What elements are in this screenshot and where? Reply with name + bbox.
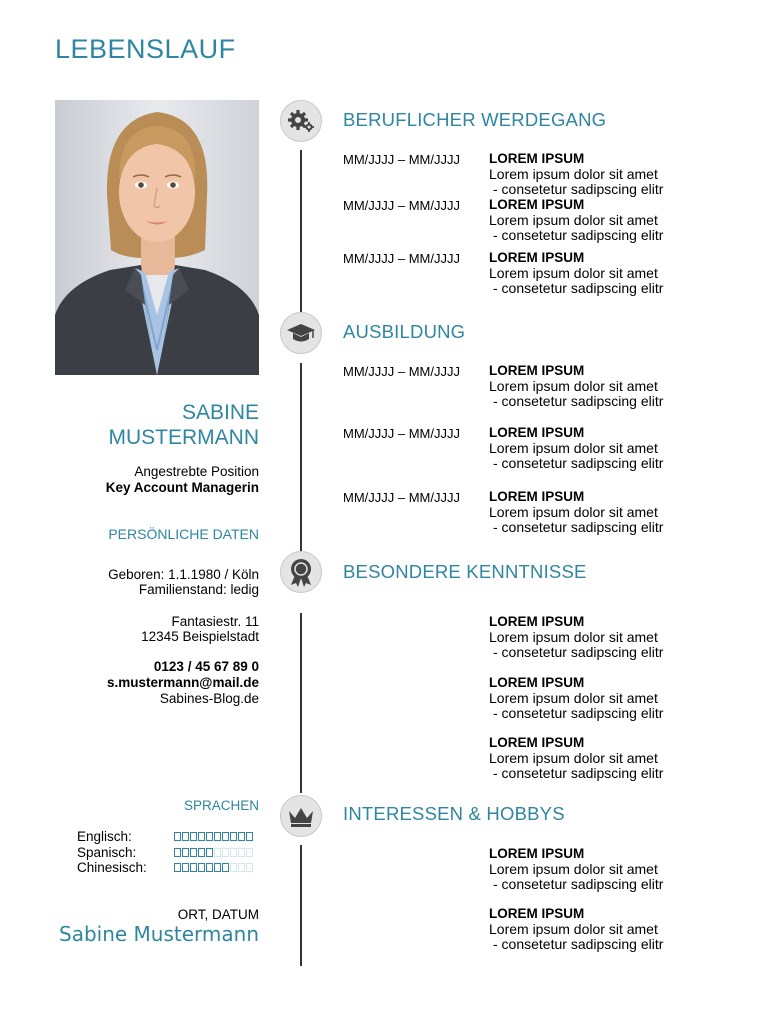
level-segment — [214, 863, 221, 872]
level-segment — [190, 832, 197, 841]
entry-line: Lorem ipsum dolor sit amet — [489, 165, 658, 182]
entry-line: Lorem ipsum dolor sit amet — [489, 503, 658, 520]
level-segment — [246, 832, 253, 841]
level-segment — [230, 863, 237, 872]
section-title-hobbies: INTERESSEN & HOBBYS — [343, 803, 565, 824]
entry-line: - consetetur sadipscing elitr — [493, 876, 664, 892]
education-entry — [489, 363, 663, 410]
level-segment — [190, 848, 197, 857]
entry-line: - consetetur sadipscing elitr — [493, 519, 664, 535]
entry-line: Lorem ipsum dolor sit amet — [489, 689, 658, 706]
level-segment — [206, 863, 213, 872]
address-street: Fantasiestr. 11 — [171, 614, 259, 629]
graduation-cap-icon — [280, 312, 322, 354]
entry-line: - consetetur sadipscing elitr — [493, 936, 664, 952]
entry-head: LOREM IPSUM — [489, 735, 585, 750]
language-level-bar — [174, 848, 259, 859]
language-level-bar — [174, 863, 259, 874]
email-address: s.mustermann@mail.de — [107, 675, 259, 690]
entry-date: MM/JJJJ – MM/JJJJ — [343, 152, 460, 167]
entry-head: LOREM IPSUM — [489, 197, 585, 212]
blog-url: Sabines-Blog.de — [159, 691, 259, 706]
entry-line: Lorem ipsum dolor sit amet — [489, 439, 658, 456]
entry-date: MM/JJJJ – MM/JJJJ — [343, 490, 460, 505]
entry-line: Lorem ipsum dolor sit amet — [489, 211, 658, 228]
entry-head: LOREM IPSUM — [489, 906, 585, 921]
personal-data-heading: PERSÖNLICHE DATEN — [108, 526, 259, 542]
entry-line: Lorem ipsum dolor sit amet — [489, 377, 658, 394]
section-title-education: AUSBILDUNG — [343, 321, 466, 342]
language-level-bar — [174, 832, 259, 843]
entry-date: MM/JJJJ – MM/JJJJ — [343, 251, 460, 266]
entry-line: - consetetur sadipscing elitr — [493, 393, 664, 409]
signature-name: Sabine Mustermann — [59, 922, 259, 946]
level-segment — [206, 832, 213, 841]
level-segment — [174, 863, 181, 872]
level-segment — [230, 832, 237, 841]
entry-line: - consetetur sadipscing elitr — [493, 455, 664, 471]
profile-photo — [55, 100, 259, 375]
education-entry — [489, 489, 663, 536]
entry-line: Lorem ipsum dolor sit amet — [489, 920, 658, 937]
level-segment — [174, 848, 181, 857]
phone-number: 0123 / 45 67 89 0 — [153, 659, 259, 674]
languages-heading: SPRACHEN — [183, 798, 259, 813]
section-title-skills: BESONDERE KENNTNISSE — [343, 561, 587, 582]
hobbies-entry — [489, 846, 663, 893]
entry-head: LOREM IPSUM — [489, 489, 585, 504]
level-segment — [238, 848, 245, 857]
entry-line: - consetetur sadipscing elitr — [493, 765, 664, 781]
skills-entry — [489, 614, 663, 661]
level-segment — [246, 863, 253, 872]
level-segment — [198, 863, 205, 872]
language-name: Chinesisch: — [77, 860, 147, 875]
level-segment — [214, 848, 221, 857]
entry-head: LOREM IPSUM — [489, 363, 585, 378]
career-entry — [489, 151, 663, 198]
level-segment — [222, 863, 229, 872]
last-name: MUSTERMANN — [108, 426, 259, 449]
education-entry — [489, 425, 663, 472]
level-segment — [190, 863, 197, 872]
section-title-career: BERUFLICHER WERDEGANG — [343, 109, 607, 130]
position-value: Key Account Managerin — [105, 480, 259, 495]
level-segment — [222, 832, 229, 841]
place-date: ORT, DATUM — [177, 907, 259, 922]
entry-line: Lorem ipsum dolor sit amet — [489, 860, 658, 877]
position-label: Angestrebte Position — [134, 464, 259, 479]
level-segment — [222, 848, 229, 857]
level-segment — [182, 848, 189, 857]
entry-date: MM/JJJJ – MM/JJJJ — [343, 364, 460, 379]
address-city: 12345 Beispielstadt — [141, 629, 259, 644]
level-segment — [214, 832, 221, 841]
entry-line: - consetetur sadipscing elitr — [493, 705, 664, 721]
level-segment — [174, 832, 181, 841]
level-segment — [182, 863, 189, 872]
hobbies-entry — [489, 906, 663, 953]
skills-entry — [489, 675, 663, 722]
entry-head: LOREM IPSUM — [489, 151, 585, 166]
skills-entry — [489, 735, 663, 782]
level-segment — [238, 863, 245, 872]
family-status: Familienstand: ledig — [138, 582, 259, 597]
entry-line: - consetetur sadipscing elitr — [493, 181, 664, 197]
entry-head: LOREM IPSUM — [489, 846, 585, 861]
first-name: SABINE — [181, 401, 259, 424]
entry-line: - consetetur sadipscing elitr — [493, 227, 664, 243]
timeline-line — [300, 363, 302, 551]
level-segment — [206, 848, 213, 857]
level-segment — [238, 832, 245, 841]
level-segment — [230, 848, 237, 857]
birth-info: Geboren: 1.1.1980 / Köln — [108, 567, 259, 582]
entry-date: MM/JJJJ – MM/JJJJ — [343, 426, 460, 441]
entry-head: LOREM IPSUM — [489, 250, 585, 265]
entry-line: - consetetur sadipscing elitr — [493, 644, 664, 660]
career-entry — [489, 197, 663, 244]
timeline-line — [300, 150, 302, 312]
entry-date: MM/JJJJ – MM/JJJJ — [343, 198, 460, 213]
level-segment — [198, 848, 205, 857]
entry-head: LOREM IPSUM — [489, 614, 585, 629]
gears-icon — [280, 100, 322, 142]
entry-line: Lorem ipsum dolor sit amet — [489, 628, 658, 645]
level-segment — [198, 832, 205, 841]
level-segment — [246, 848, 253, 857]
page-title: LEBENSLAUF — [55, 34, 236, 64]
language-name: Englisch: — [77, 829, 132, 844]
crown-icon — [280, 795, 322, 837]
entry-line: Lorem ipsum dolor sit amet — [489, 264, 658, 281]
entry-line: - consetetur sadipscing elitr — [493, 280, 664, 296]
language-name: Spanisch: — [77, 845, 137, 860]
timeline-line — [300, 845, 302, 966]
entry-head: LOREM IPSUM — [489, 675, 585, 690]
award-icon — [280, 551, 322, 593]
entry-head: LOREM IPSUM — [489, 425, 585, 440]
career-entry — [489, 250, 663, 297]
entry-line: Lorem ipsum dolor sit amet — [489, 749, 658, 766]
level-segment — [182, 832, 189, 841]
timeline-line — [300, 613, 302, 793]
